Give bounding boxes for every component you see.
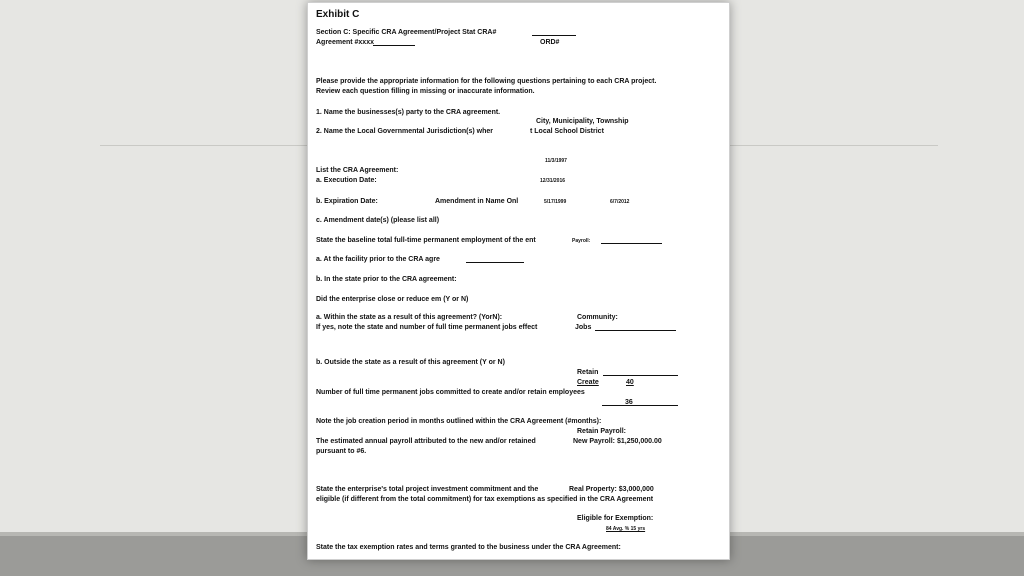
question-2: 2. Name the Local Governmental Jurisdiction(s) wher <box>316 128 493 135</box>
execution-date: 12/31/2016 <box>540 178 566 184</box>
committed-value: 36 <box>625 399 633 406</box>
if-yes-label: If yes, note the state and number of full time permanent jobs effect <box>316 324 538 331</box>
state-prior-label: b. In the state prior to the CRA agreement: <box>316 276 457 283</box>
eligible-exemption-label: Eligible for Exemption: <box>577 515 654 522</box>
retain-blank <box>603 375 678 376</box>
payroll-estimate-label: The estimated annual payroll attributed to the new and/or retained <box>316 438 536 445</box>
real-property: Real Property: $3,000,000 <box>569 486 654 493</box>
instruction-line-1: Please provide the appropriate information for the following questions pertaining to each CRA project. <box>316 78 657 85</box>
cra-number-blank <box>532 35 576 36</box>
eligible-exemption-value: 84 Avg. % 15 yrs <box>606 526 646 532</box>
payroll-blank <box>601 243 662 244</box>
question-1: 1. Name the businesses(s) party to the CRA agreement. <box>316 109 501 116</box>
jobs-label: Jobs <box>575 324 592 331</box>
jobs-blank <box>595 330 676 331</box>
agreement-label: Agreement #xxxx <box>316 39 374 46</box>
question-2-answer: t Local School District <box>530 128 604 135</box>
community-label: Community: <box>577 314 618 321</box>
facility-label: a. At the facility prior to the CRA agre <box>316 256 440 263</box>
ord-label: ORD# <box>540 39 560 46</box>
retain-label: Retain <box>577 369 599 376</box>
amendment-name-label: Amendment in Name Onl <box>435 198 519 205</box>
create-value: 40 <box>626 379 634 386</box>
jurisdiction-type: City, Municipality, Township <box>536 118 629 125</box>
tax-rates-label: State the tax exemption rates and terms granted to the business under the CRA Agreement: <box>316 544 621 551</box>
payroll-label: Payroll: <box>572 238 591 244</box>
page-title: Exhibit C <box>316 9 360 20</box>
create-label: Create <box>577 379 599 386</box>
close-label: Did the enterprise close or reduce em (Y or N) <box>316 296 469 303</box>
agreement-blank <box>373 45 415 46</box>
expiration-label: b. Expiration Date: <box>316 198 378 205</box>
baseline-label: State the baseline total full-time permanent employment of the ent <box>316 237 536 244</box>
amendment-date-2: 6/7/2012 <box>610 199 630 205</box>
document-page <box>307 2 730 560</box>
amendment-date-1: 5/17/1999 <box>544 199 567 205</box>
retain-payroll-label: Retain Payroll: <box>577 428 627 435</box>
committed-blank <box>602 405 678 406</box>
period-label: Note the job creation period in months outlined within the CRA Agreement (#months): <box>316 418 602 425</box>
execution-label: a. Execution Date: <box>316 177 377 184</box>
section-line: Section C: Specific CRA Agreement/Project Stat CRA# <box>316 29 497 36</box>
eligible-line: eligible (if different from the total commitment) for tax exemptions as specified in the CRA Agreement <box>316 496 654 503</box>
outside-label: b. Outside the state as a result of this agreement (Y or N) <box>316 359 505 366</box>
amendment-dates-label: c. Amendment date(s) (please list all) <box>316 217 440 224</box>
pursuant-label: pursuant to #6. <box>316 448 367 455</box>
new-payroll: New Payroll: $1,250,000.00 <box>573 438 662 445</box>
instruction-line-2: Review each question filling in missing or inaccurate information. <box>316 88 535 95</box>
within-label: a. Within the state as a result of this agreement? (YorN): <box>316 314 503 321</box>
date-top: 11/3/1997 <box>545 158 567 164</box>
facility-blank <box>466 262 524 263</box>
committed-label: Number of full time permanent jobs committed to create and/or retain employees <box>316 389 585 396</box>
list-heading: List the CRA Agreement: <box>316 167 399 174</box>
investment-label: State the enterprise's total project investment commitment and the <box>316 486 539 493</box>
